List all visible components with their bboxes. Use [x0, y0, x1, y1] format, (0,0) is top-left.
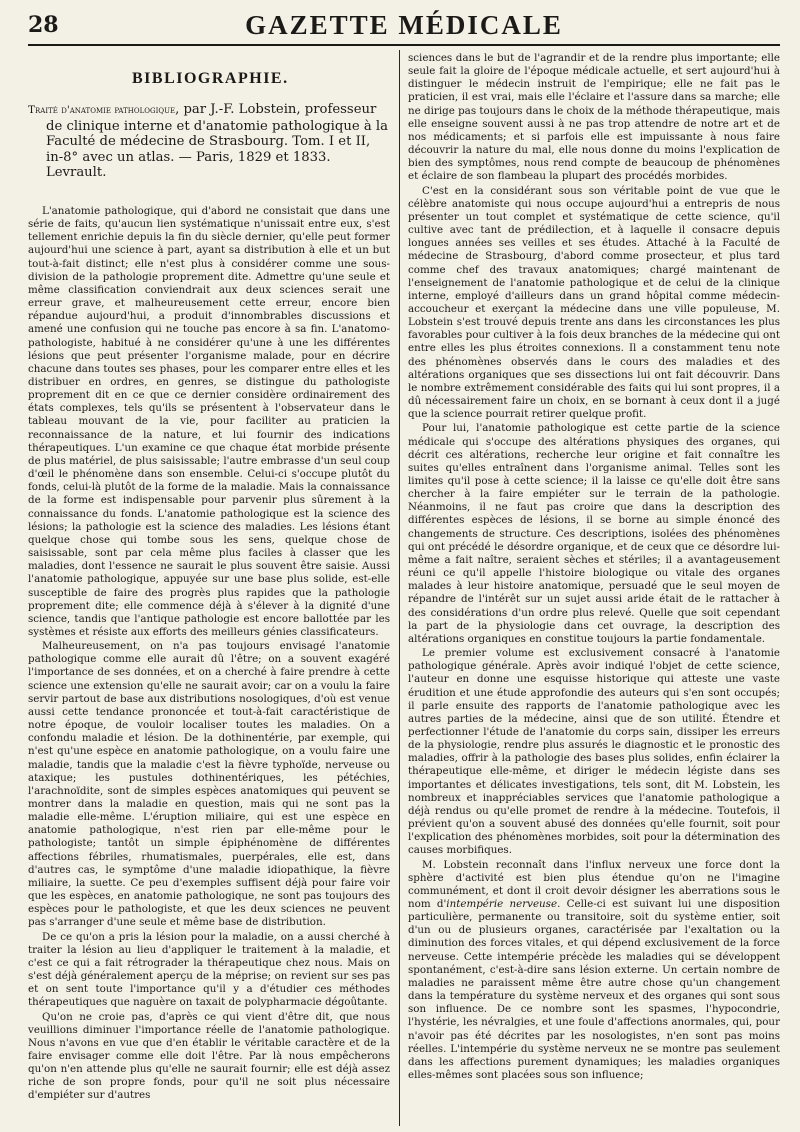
masthead: [28, 10, 780, 46]
book-citation-details: , par J.-F. Lobstein, professeur de clinique interne et d'anatomie pathologique à la Faculté de médecine de Strasbourg. Tom. I et II, in-8° avec un atlas. — Paris, 1829 et 1833. Levrault.: [46, 102, 388, 181]
article-paragraph: L'anatomie pathologique, qui d'abord ne consistait que dans une série de faits, qu'aucun lien systématique n'unissait entre eux, s'est tellement enrichie depuis la fin du siècle dernier, qu'elle peut former aujourd'hui une science à part, ayant sa distribution à elle et un but tout-à-fait distinct; elle n'est plus à considérer comme une sous-division de la pathologie proprement dite. Admettre qu'une seule et même classification conviendrait aux deux sciences serait une erreur grave, et malheureusement cette erreur, encore bien répandue aujourd'hui, a produit d'innombrables discussions et amené une confusion qui ne touche pas encore à sa fin. L'anatomo-pathologiste, habitué à ne considérer qu'une à une les différentes lésions que peut présenter l'organisme malade, pour en décrire chacune dans toutes ses phases, pour les comparer entre elles et les distribuer en ordres, en genres, se distingue du pathologiste proprement dit en ce que ce dernier considère ordinairement des états complexes, tels qu'ils se présentent à l'observateur dans le tableau mouvant de la vie, pour faciliter au praticien la reconnaissance de la nature, et lui fournir des indications thérapeutiques. L'un examine ce que chaque état morbide présente de plus matériel, de plus saisissable; l'autre embrasse d'un seul coup d'œil le phénomène dans son ensemble. Celui-ci s'occupe plutôt du fonds, celui-là plutôt de la forme de la maladie. Mais la connaissance de la forme est indispensable pour parvenir plus sûrement à la connaissance du fonds. L'anatomie pathologique est la science des lésions; la pathologie est la science des maladies. Les lésions étant quelque chose qui tombe sous les sens, quelque chose de saisissable, sont par cela même plus faciles à classer que les maladies, dont l'essence ne saurait le plus souvent être saisie. Aussi l'anatomie pathologique, appuyée sur une base plus solide, est-elle susceptible de faire des progrès plus rapides que la pathologie proprement dite; elle commence déjà à s'élever à la dignité d'une science, tandis que l'antique pathologie est encore ballottée par les systèmes et résiste aux efforts des meilleurs génies classificateurs.: [28, 204, 390, 638]
article-paragraph: Pour lui, l'anatomie pathologique est cette partie de la science médicale qui s'occupe des altérations physiques des organes, qui décrit ces altérations, recherche leur origine et fait connaître les suites qu'elles entraînent dans l'organisme animal. Telles sont les limites qu'il pose à cette science; il la laisse ce qu'elle doit être sans chercher à la faire empiéter sur le terrain de la pathologie. Néanmoins, il ne faut pas croire que dans la description des différentes espèces de lésions, il se borne au simple énoncé des changements de structure. Ces descriptions, isolées des phénomènes qui ont précédé le désordre organique, et de ceux que ce désordre lui-même a fait naître, seraient sèches et stériles; il a avantageusement réuni ce qu'il appelle l'histoire biologique ou vitale des organes malades à leur histoire anatomique, persuadé que le seul moyen de répandre de l'intérêt sur un sujet aussi aride était de le rattacher à des considérations d'un ordre plus relevé. Quelle que soit cependant la part de la physiologie dans cet ouvrage, la description des altérations organiques en constitue toujours la partie fondamentale.: [408, 422, 780, 645]
book-title: Traité d'anatomie pathologique: [28, 104, 176, 116]
section-title: BIBLIOGRAPHIE.: [132, 70, 289, 87]
article-paragraph: Malheureusement, on n'a pas toujours envisagé l'anatomie pathologique comme elle aurait dû l'être; on a souvent exagéré l'importance de ses données, et on a cherché à faire prendre à cette science une extension qu'elle ne saurait avoir; car on a voulu la faire servir partout de base aux distributions nosologiques, d'où est venue aussi cette tendance prononcée et tout-à-fait caractéristique de notre époque, de vouloir localiser toutes les maladies. On a confondu maladie et lésion. De la dothinentérie, par exemple, qui n'est qu'une espèce en anatomie pathologique, on a voulu faire une maladie, tandis que la maladie c'est la fièvre typhoïde, nerveuse ou ataxique; les pustules dothinentériques, les pétéchies, l'arachnoïdite, sont de simples espèces anatomiques qui peuvent se montrer dans la maladie en question, mais qui ne sont pas la maladie elle-même. L'éruption miliaire, qui est une espèce en anatomie pathologique, n'est rien par elle-même pour le pathologiste; tantôt un simple épiphénomène de différentes affections fébriles, rhumatismales, puerpérales, elle est, dans d'autres cas, le symptôme d'une maladie idiopathique, la fièvre miliaire, la suette. Ce peu d'exemples suffisent déjà pour faire voir que les espèces, en anatomie pathologique, ne sont pas toujours des espèces pour le pathologiste, et que les deux sciences ne peuvent pas s'arranger d'une seule et même base de distribution.: [28, 640, 390, 929]
book-citation: [28, 102, 390, 181]
italic-term: intempérie nerveuse: [446, 898, 558, 910]
column-divider: [399, 50, 400, 1126]
paragraph-text: . Celle-ci est suivant lui une disposition particulière, permanente ou transitoire, soit du système entier, soit d'un ou de plusieurs organes, caractérisée par l'exaltation ou la diminution des forces vitales, et qui dépend exclusivement de la force nerveuse. Cette intempérie précède les maladies qui se développent spontanément, c'est-à-dire sans lésion externe. Un certain nombre de maladies ne paraissent même être autre chose qu'un changement dans la température du système nerveux et des organes qui sont sous son influence. De ce nombre sont les spasmes, l'hypocondrie, l'hystérie, les névralgies, et une foule d'affections anormales, qui, pour n'avoir pas été décrites par les nosologistes, n'en sont pas moins réelles. L'intempérie du système nerveux ne se montre pas seulement dans les affections purement dynamiques; les maladies organiques elles-mêmes sont placées sous son influence;: [408, 898, 780, 1082]
article-paragraph: sciences dans le but de l'agrandir et de la rendre plus importante; elle seule fait la gloire de l'époque médicale actuelle, et sert aujourd'hui à distinguer le médecin instruit de l'empirique; elle ne fait pas le praticien, il est vrai, mais elle l'éclaire et l'assure dans sa marche; elle ne dirige pas toujours dans le choix de la méthode thérapeutique, mais elle enseigne souvent aussi à ne pas trop attendre de notre art et de nos médicaments; et si parfois elle est impuissante à nous faire découvrir la nature du mal, elle nous donne du moins l'explication de bien des symptômes, nous rend compte de beaucoup de phénomènes et éclaire de son flambeau la plupart des procédés morbides.: [408, 52, 780, 183]
article-paragraph: Le premier volume est exclusivement consacré à l'anatomie pathologique générale. Après avoir indiqué l'objet de cette science, l'auteur en donne une esquisse historique qui atteste une vaste érudition et une étude approfondie des auteurs qui s'en sont occupés; il parle ensuite des rapports de l'anatomie pathologique avec les autres parties de la médecine, ainsi que de son utilité. Étendre et perfectionner l'étude de l'anatomie du corps sain, dissiper les erreurs de la physiologie, rendre plus assurés le diagnostic et le pronostic des maladies, offrir à la pathologie des bases plus solides, enfin éclairer la thérapeutique elle-même, et diriger le médecin légiste dans ses importantes et délicates investigations, tels sont, dit M. Lobstein, les nombreux et inappréciables services que l'anatomie pathologique a déjà rendus ou qu'elle promet de rendre à la médecine. Toutefois, il prévient qu'on a souvent abusé des données qu'elle fournit, soit pour l'explication des phénomènes morbides, soit pour la détermination des causes morbifiques.: [408, 647, 780, 857]
article-paragraph: [408, 859, 780, 1083]
left-column: [28, 52, 390, 1124]
article-paragraph: C'est en la considérant sous son véritable point de vue que le célèbre anatomiste qui nous occupe aujourd'hui a entrepris de nous présenter un tout complet et systématique de cette science, qu'il cultive avec tant de prédilection, et à laquelle il consacre depuis longues années ses veilles et ses études. Attaché à la Faculté de médecine de Strasbourg, d'abord comme prosecteur, et plus tard comme chef des travaux anatomiques; chargé maintenant de l'enseignement de l'anatomie pathologique et de celui de la clinique interne, employé d'ailleurs dans un grand hôpital comme médecin-accoucheur et exerçant la médecine dans une ville populeuse, M. Lobstein s'est trouvé depuis trente ans dans les circonstances les plus favorables pour cultiver à la fois deux branches de la médecine qui ont entre elles les plus étroites connexions. Il a constamment tenu note des phénomènes observés dans le cours des maladies et des altérations organiques que ses dissections lui ont fait découvrir. Dans le nombre extrêmement considérable des faits qui lui sont propres, il a dû nécessairement faire un choix, en se bornant à ceux dont il a jugé que la science pourrait retirer quelque profit.: [408, 184, 780, 421]
journal-title: GAZETTE MÉDICALE: [245, 10, 563, 40]
right-column: [408, 52, 780, 1124]
article-paragraph: De ce qu'on a pris la lésion pour la maladie, on a aussi cherché à traiter la lésion au lieu d'appliquer le traitement à la maladie, et c'est ce qui a fait rétrograder la thérapeutique chez nous. Mais on s'est déjà généralement aperçu de la méprise; on revient sur ses pas et on sent toute l'importance qu'il y a d'étudier ces méthodes thérapeutiques que naguère on taxait de polypharmacie dégoûtante.: [28, 930, 390, 1009]
page-number: 28: [28, 12, 59, 38]
paragraph-text: M. Lobstein reconnaît dans l'influx nerveux une force dont la sphère d'activité est bien plus étendue qu'on ne l'imagine communément, et dont il croit devoir désigner les aberrations sous le nom d': [408, 858, 780, 910]
article-paragraph: Qu'on ne croie pas, d'après ce qui vient d'être dit, que nous veuillions diminuer l'importance réelle de l'anatomie pathologique. Nous n'avons en vue que d'en établir le véritable caractère et de la faire envisager comme elle doit l'être. Par là nous empêcherons qu'on n'en attende plus qu'elle ne saurait fournir; elle est déjà assez riche de son propre fonds, pour qu'il ne soit plus nécessaire d'empiéter sur d'autres: [28, 1010, 390, 1102]
